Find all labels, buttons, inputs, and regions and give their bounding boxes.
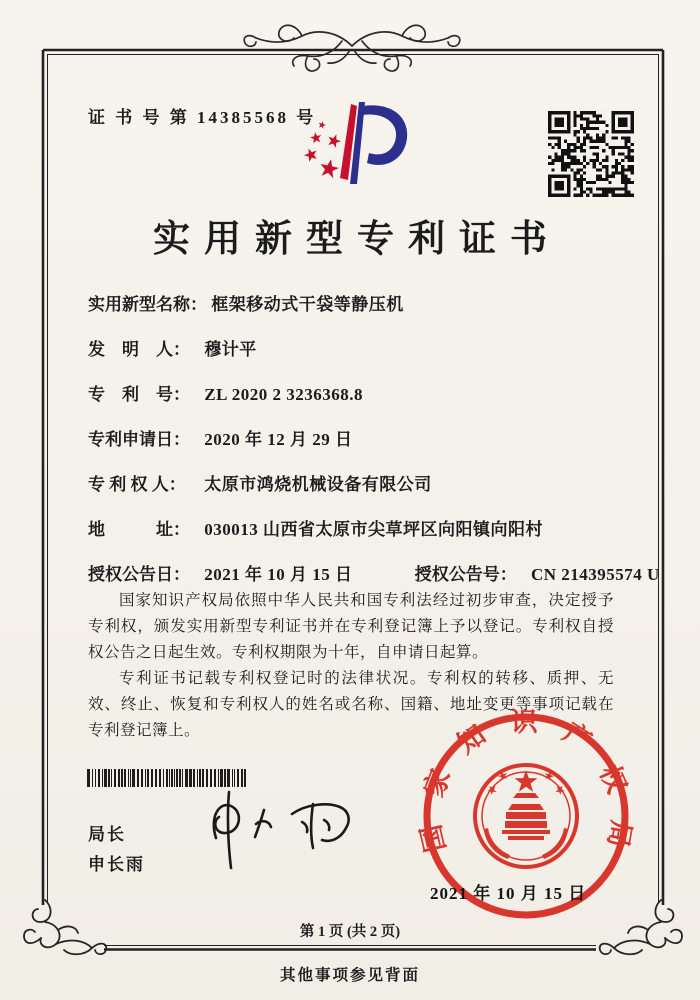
page-indicator: 第 1 页 (共 2 页) [299,924,401,940]
field-label: 专 利 号： [88,385,190,404]
field-row-name [88,290,628,335]
signature-icon [192,782,372,874]
director-title: 局长 [88,825,126,844]
field-value: 框架移动式干袋等静压机 [211,295,404,314]
field-label: 专 利 权 人： [88,475,186,494]
field-label: 专利申请日： [88,430,190,449]
field-value: 2020 年 12 月 29 日 [204,430,353,449]
seal-text: 国家知识产权局 [418,708,634,855]
field-row-address [88,515,628,560]
logo-stars [302,120,342,179]
cnipa-patent-logo-icon [283,96,423,206]
field-value: 030013 山西省太原市尖草坪区向阳镇向阳村 [204,520,543,539]
director-name: 申长雨 [88,855,145,874]
legal-status-paragraph: 专利证书记载专利权登记时的法律状况。专利权的转移、质押、无效、终止、恢复和专利权人的姓名或名称、国籍、地址变更等事项记载在专利登记簿上。 [88,670,614,739]
field-list [88,290,660,605]
certificate-number: 证 书 号 第 14385568 号 [88,108,317,127]
top-flourish-ornament [244,25,460,71]
field-value: 太原市鸿烧机械设备有限公司 [204,475,432,494]
field-value: 穆计平 [204,340,257,359]
seal-national-emblem [475,765,577,867]
field-row-patent-number [88,380,628,425]
field-value: CN 214395574 U [531,565,660,584]
back-side-note: 其他事项参见背面 [279,967,420,984]
field-value: ZL 2020 2 3236368.8 [204,385,363,404]
field-label: 实用新型名称： [88,295,207,314]
field-row-inventor [88,335,628,380]
seal-date: 2021 年 10 月 15 日 [430,884,587,903]
logo-blue-p-bowl [362,105,407,165]
field-value: 2021 年 10 月 15 日 [204,565,353,584]
field-label: 授权公告日： [88,565,190,584]
field-label: 地 址： [88,520,190,539]
qr-code-icon [545,108,637,200]
certificate-title: 实用新型专利证书 [153,219,561,260]
field-row-filing-date [88,425,628,470]
field-label: 发 明 人： [88,340,190,359]
field-label: 授权公告号： [414,565,517,584]
field-row-patentee [88,470,628,515]
grant-paragraph: 国家知识产权局依照中华人民共和国专利法经过初步审查，决定授予专利权，颁发实用新型专利证书并在专利登记簿上予以登记。专利权自授权公告之日起生效。专利权期限为十年，自申请日起算。 [88,592,614,661]
